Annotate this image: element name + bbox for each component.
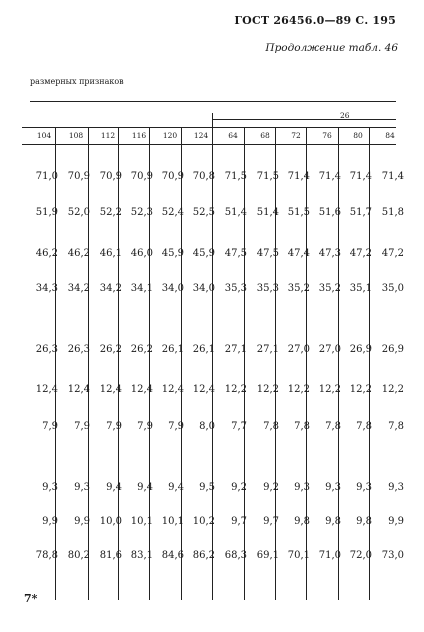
table-cell: 47,5 [256, 248, 279, 259]
table-cell: 12,4 [99, 384, 122, 395]
table-cell: 26,9 [381, 344, 404, 355]
column-divider [338, 128, 339, 600]
table-cell: 51,5 [287, 207, 310, 218]
column-group-label: размерных признаков [30, 77, 124, 86]
table-cell: 35,2 [287, 283, 310, 294]
table-cell: 27,0 [287, 344, 310, 355]
table-cell: 81,6 [99, 550, 122, 561]
table-cell: 9,3 [74, 482, 90, 493]
column-header: 80 [353, 131, 363, 140]
table-cell: 70,1 [287, 550, 310, 561]
table-cell: 72,0 [349, 550, 372, 561]
table-cell: 12,2 [224, 384, 247, 395]
table-cell: 12,4 [35, 384, 58, 395]
table-cell: 68,3 [224, 550, 247, 561]
column-header: 108 [68, 131, 84, 140]
table-cell: 34,0 [161, 283, 184, 294]
column-header: 124 [193, 131, 209, 140]
table-cell: 45,9 [192, 248, 215, 259]
header-rule-bottom [22, 144, 396, 145]
table-cell: 12,4 [67, 384, 90, 395]
table-cell: 70,9 [67, 171, 90, 182]
table-cell: 47,2 [381, 248, 404, 259]
table-cell: 47,5 [224, 248, 247, 259]
table-cell: 71,4 [349, 171, 372, 182]
table-cell: 9,4 [137, 482, 153, 493]
table-cell: 46,0 [130, 248, 153, 259]
table-cell: 26,9 [349, 344, 372, 355]
column-header: 68 [260, 131, 270, 140]
table-cell: 47,3 [318, 248, 341, 259]
table-cell: 71,4 [318, 171, 341, 182]
table-cell: 26,1 [161, 344, 184, 355]
table-cell: 34,2 [67, 283, 90, 294]
table-cell: 52,0 [67, 207, 90, 218]
table-cell: 9,9 [42, 516, 58, 527]
table-cell: 12,2 [318, 384, 341, 395]
table-cell: 7,9 [106, 421, 122, 432]
table-cell: 51,6 [318, 207, 341, 218]
column-divider [212, 128, 213, 600]
table-cell: 34,1 [130, 283, 153, 294]
table-cell: 78,8 [35, 550, 58, 561]
table-cell: 71,5 [224, 171, 247, 182]
sub-group-label: 26 [340, 111, 350, 120]
table-cell: 10,1 [130, 516, 153, 527]
column-header: 104 [36, 131, 52, 140]
table-cell: 35,2 [318, 283, 341, 294]
table-cell: 86,2 [192, 550, 215, 561]
table-cell: 70,9 [99, 171, 122, 182]
table-cell: 26,2 [130, 344, 153, 355]
table-cell: 12,2 [287, 384, 310, 395]
table-cell: 26,3 [67, 344, 90, 355]
table-cell: 45,9 [161, 248, 184, 259]
table-cell: 9,7 [263, 516, 279, 527]
table-cell: 47,4 [287, 248, 310, 259]
column-divider [244, 128, 245, 600]
table-cell: 47,2 [349, 248, 372, 259]
table-cell: 7,8 [263, 421, 279, 432]
table-cell: 7,8 [388, 421, 404, 432]
table-cell: 9,7 [231, 516, 247, 527]
table-cell: 52,2 [99, 207, 122, 218]
table-cell: 35,3 [256, 283, 279, 294]
column-divider [275, 128, 276, 600]
table-cell: 12,4 [130, 384, 153, 395]
table-cell: 9,8 [294, 516, 310, 527]
table-cell: 12,2 [381, 384, 404, 395]
table-cell: 7,8 [325, 421, 341, 432]
table-cell: 9,8 [325, 516, 341, 527]
table-cell: 9,4 [106, 482, 122, 493]
table-cell: 52,5 [192, 207, 215, 218]
table-cell: 7,9 [168, 421, 184, 432]
header-rule-group [212, 119, 396, 120]
column-divider [369, 128, 370, 600]
table-cell: 27,0 [318, 344, 341, 355]
table-cell: 7,9 [42, 421, 58, 432]
table-cell: 34,3 [35, 283, 58, 294]
column-header: 84 [385, 131, 395, 140]
table-cell: 7,8 [294, 421, 310, 432]
table-cell: 73,0 [381, 550, 404, 561]
table-cell: 27,1 [256, 344, 279, 355]
table-cell: 46,2 [67, 248, 90, 259]
table-cell: 71,5 [256, 171, 279, 182]
table-cell: 51,4 [224, 207, 247, 218]
column-header: 120 [162, 131, 178, 140]
table-cell: 12,2 [349, 384, 372, 395]
table-cell: 70,8 [192, 171, 215, 182]
table-cell: 34,2 [99, 283, 122, 294]
table-cell: 52,3 [130, 207, 153, 218]
table-cell: 52,4 [161, 207, 184, 218]
table-continuation-label: Продолжение табл. 46 [265, 42, 398, 54]
table-cell: 70,9 [161, 171, 184, 182]
table-cell: 46,2 [35, 248, 58, 259]
column-header: 76 [322, 131, 332, 140]
table-cell: 70,9 [130, 171, 153, 182]
table-cell: 9,5 [199, 482, 215, 493]
table-cell: 9,9 [388, 516, 404, 527]
table-cell: 51,9 [35, 207, 58, 218]
table-cell: 51,7 [349, 207, 372, 218]
table-cell: 51,4 [256, 207, 279, 218]
table-cell: 7,9 [74, 421, 90, 432]
table-cell: 9,2 [231, 482, 247, 493]
table-cell: 26,3 [35, 344, 58, 355]
header-rule-columns [22, 127, 396, 128]
table-cell: 71,4 [381, 171, 404, 182]
column-divider [55, 128, 56, 600]
table-cell: 9,3 [42, 482, 58, 493]
table-cell: 71,0 [35, 171, 58, 182]
column-divider [181, 128, 182, 600]
table-cell: 9,3 [294, 482, 310, 493]
column-header: 116 [131, 131, 147, 140]
table-cell: 10,2 [192, 516, 215, 527]
table-cell: 69,1 [256, 550, 279, 561]
table-cell: 35,1 [349, 283, 372, 294]
table-cell: 26,1 [192, 344, 215, 355]
table-cell: 12,4 [192, 384, 215, 395]
column-header: 64 [228, 131, 238, 140]
page-header: ГОСТ 26456.0—89 С. 195 [234, 14, 396, 27]
table-cell: 9,8 [356, 516, 372, 527]
table-cell: 26,2 [99, 344, 122, 355]
table-cell: 51,8 [381, 207, 404, 218]
table-cell: 7,8 [356, 421, 372, 432]
table-cell: 35,3 [224, 283, 247, 294]
table-cell: 9,3 [356, 482, 372, 493]
table-cell: 80,2 [67, 550, 90, 561]
table-cell: 12,2 [256, 384, 279, 395]
table-cell: 9,4 [168, 482, 184, 493]
table-cell: 84,6 [161, 550, 184, 561]
table-cell: 71,4 [287, 171, 310, 182]
table-cell: 83,1 [130, 550, 153, 561]
column-divider [118, 128, 119, 600]
table-cell: 9,9 [74, 516, 90, 527]
group-divider [212, 113, 213, 128]
table-cell: 35,0 [381, 283, 404, 294]
table-cell: 46,1 [99, 248, 122, 259]
column-divider [306, 128, 307, 600]
table-cell: 71,0 [318, 550, 341, 561]
table-cell: 12,4 [161, 384, 184, 395]
header-rule-top [30, 101, 396, 102]
column-divider [88, 128, 89, 600]
column-header: 112 [100, 131, 116, 140]
table-cell: 8,0 [199, 421, 215, 432]
page-footer-mark: 7* [24, 592, 38, 605]
table-cell: 9,2 [263, 482, 279, 493]
table-cell: 34,0 [192, 283, 215, 294]
column-header: 72 [291, 131, 301, 140]
table-cell: 9,3 [388, 482, 404, 493]
table-cell: 27,1 [224, 344, 247, 355]
column-divider [149, 128, 150, 600]
table-cell: 9,3 [325, 482, 341, 493]
table-cell: 10,0 [99, 516, 122, 527]
table-cell: 7,7 [231, 421, 247, 432]
table-cell: 10,1 [161, 516, 184, 527]
table-cell: 7,9 [137, 421, 153, 432]
